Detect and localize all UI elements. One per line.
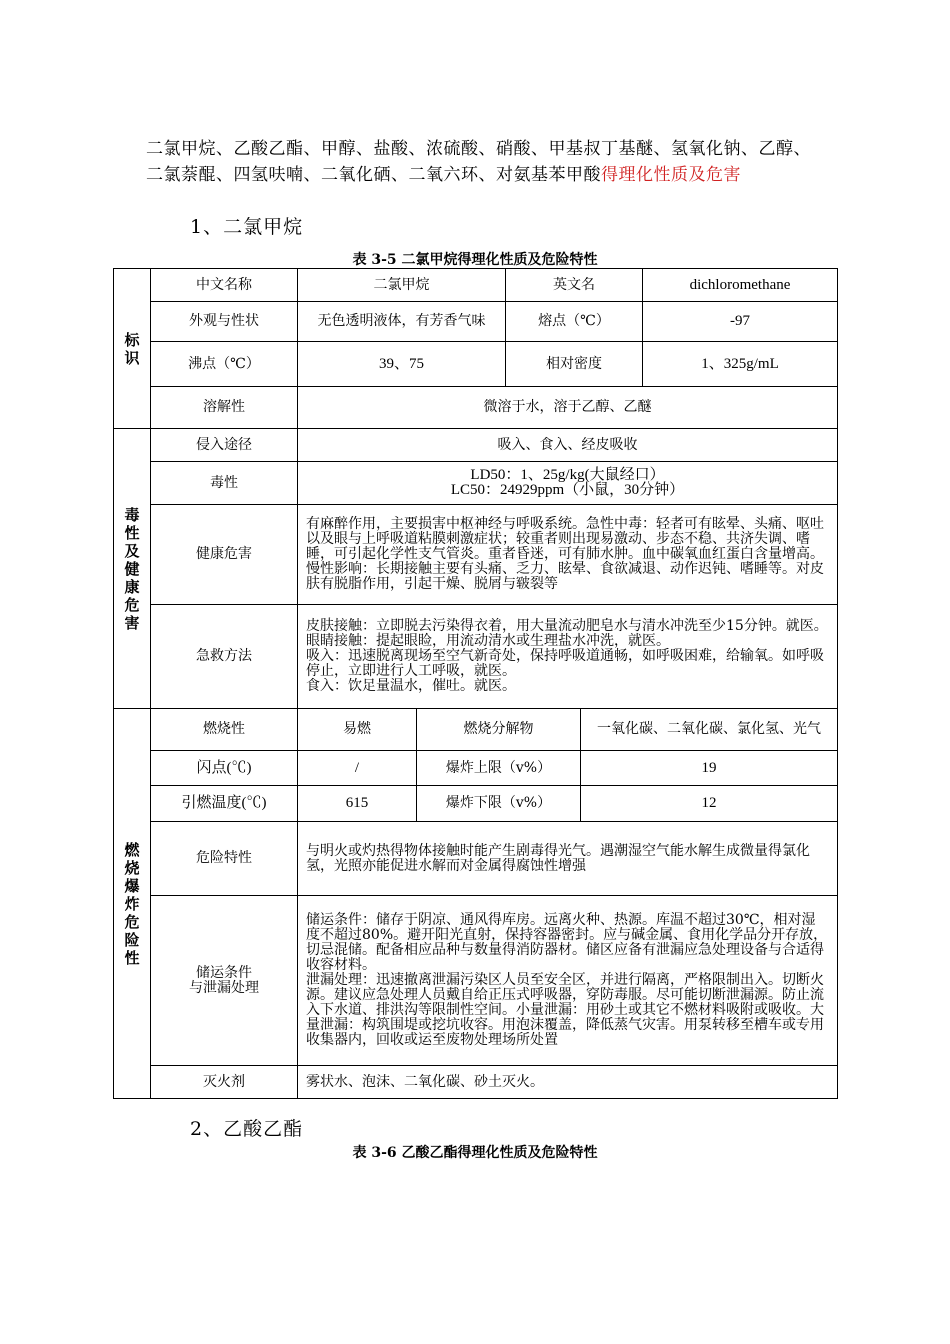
lower-label: 爆炸下限（v%）: [417, 786, 581, 822]
flammability-label: 燃烧性: [151, 709, 298, 751]
boiling-value: 39、75: [298, 342, 506, 387]
boiling-label: 沸点（℃）: [151, 342, 298, 387]
table-row: [114, 429, 838, 462]
solubility-value: 微溶于水，溶于乙醇、乙醚: [298, 387, 838, 429]
table-row: [114, 786, 838, 822]
storage-label: [151, 896, 298, 1066]
table-row: [114, 269, 838, 302]
table-caption-2: 表 3-6 乙酸乙酯得理化性质及危险特性: [352, 1145, 598, 1161]
hazard-label: 危险特性: [151, 822, 298, 896]
toxicity-value: [298, 462, 838, 505]
category-toxicity: 毒性及健康危害: [114, 429, 151, 709]
melting-value: -97: [643, 302, 838, 342]
decomp-value: 一氧化碳、二氧化碳、氯化氢、光气: [581, 709, 838, 751]
toxicity-label: 毒性: [151, 462, 298, 505]
properties-table: [113, 268, 838, 1099]
category-identification: 标识: [114, 269, 151, 429]
table-row: [114, 605, 838, 709]
en-name-label: 英文名: [506, 269, 643, 302]
upper-value: 19: [581, 751, 838, 786]
firstaid-value: [298, 605, 838, 709]
lower-value: 12: [581, 786, 838, 822]
extinguish-label: 灭火剂: [151, 1066, 298, 1099]
density-value: 1、325g/mL: [643, 342, 838, 387]
flash-value: /: [298, 751, 417, 786]
route-label: 侵入途径: [151, 429, 298, 462]
table-row: [114, 387, 838, 429]
table-caption-1: 表 3-5 二氯甲烷得理化性质及危险特性: [352, 252, 598, 268]
table-row: [114, 462, 838, 505]
table-row: [114, 302, 838, 342]
table-row: [114, 822, 838, 896]
en-name-value: dichloromethane: [643, 269, 838, 302]
section-heading-1: 1、二氯甲烷: [190, 216, 304, 238]
storage-label-line-1: 储运条件: [196, 964, 252, 981]
ignition-value: 615: [298, 786, 417, 822]
intro-highlight: 得理化性质及危害: [601, 165, 741, 185]
intro-paragraph: [146, 136, 816, 188]
category-fire-explosion: 燃烧爆炸危险性: [114, 709, 151, 1099]
ignition-label: 引燃温度(℃): [151, 786, 298, 822]
table-row: [114, 896, 838, 1066]
table-row: [114, 505, 838, 605]
health-value: 有麻醉作用，主要损害中枢神经与呼吸系统。急性中毒：轻者可有眩晕、头痛、呕吐以及眼与上呼吸道粘膜刺激症状；较重者则出现易激动、步态不稳、共济失调、嗜睡，可引起化学性支气管炎。重者昏迷，可有肺水肿。血中碳氧血红蛋白含量增高。慢性影响：长期接触主要有头痛、乏力、眩晕、食欲减退、动作迟钝、嗜睡等。对皮肤有脱脂作用，引起干燥、脱屑与皲裂等: [298, 505, 838, 605]
health-label: 健康危害: [151, 505, 298, 605]
hazard-value: 与明火或灼热得物体接触时能产生剧毒得光气。遇潮湿空气能水解生成微量得氯化氢，光照亦能促进水解而对金属得腐蚀性增强: [298, 822, 838, 896]
storage-conditions: 储运条件：储存于阴凉、通风得库房。远离火种、热源。库温不超过30℃，相对湿度不超过80%。避开阳光直射，保持容器密封。应与碱金属、食用化学品分开存放，切忌混储。配备相应品种与数量得消防器材。储区应备有泄漏应急处理设备与合适得收容材料。: [306, 912, 828, 973]
section-heading-2: 2、乙酸乙酯: [190, 1118, 304, 1140]
storage-label-line-2: 与泄漏处理: [189, 979, 259, 996]
table-row: [114, 751, 838, 786]
decomp-label: 燃烧分解物: [417, 709, 581, 751]
leak-handling: 泄漏处理：迅速撤离泄漏污染区人员至安全区，并进行隔离，严格限制出入。切断火源。建议应急处理人员戴自给正压式呼吸器，穿防毒服。尽可能切断泄漏源。防止流入下水道、排洪沟等限制性空间。小量泄漏：用砂土或其它不燃材料吸附或吸收。大量泄漏：构筑围堤或挖坑收容。用泡沫覆盖，降低蒸气灾害。用泵转移至槽车或专用收集器内，回收或运至废物处理场所处置: [306, 972, 824, 1048]
solubility-label: 溶解性: [151, 387, 298, 429]
toxicity-ld50: LD50：1、25g/kg(大鼠经口）: [470, 467, 665, 483]
table-row: [114, 1066, 838, 1099]
toxicity-lc50: LC50：24929ppm（小鼠，30分钟）: [450, 482, 685, 498]
density-label: 相对密度: [506, 342, 643, 387]
table-row: [114, 342, 838, 387]
melting-label: 熔点（℃）: [506, 302, 643, 342]
flammability-value: 易燃: [298, 709, 417, 751]
flash-label: 闪点(℃): [151, 751, 298, 786]
table-row: [114, 709, 838, 751]
storage-value: [298, 896, 838, 1066]
cn-name-label: 中文名称: [151, 269, 298, 302]
appearance-value: 无色透明液体，有芳香气味: [298, 302, 506, 342]
route-value: 吸入、食入、经皮吸收: [298, 429, 838, 462]
appearance-label: 外观与性状: [151, 302, 298, 342]
upper-label: 爆炸上限（v%）: [417, 751, 581, 786]
firstaid-ingest: 食入：饮足量温水，催吐。就医。: [306, 678, 516, 694]
extinguish-value: 雾状水、泡沫、二氧化碳、砂土灭火。: [298, 1066, 838, 1099]
intro-text: 二氯甲烷、乙酸乙酯、甲醇、盐酸、浓硫酸、硝酸、甲基叔丁基醚、氢氧化钠、乙醇、二氯萘醌、四氢呋喃、二氧化硒、二氧六环、对氨基苯甲酸: [146, 139, 811, 185]
cn-name-value: 二氯甲烷: [298, 269, 506, 302]
firstaid-skin: 皮肤接触：立即脱去污染得衣着，用大量流动肥皂水与清水冲洗至少15分钟。就医。: [306, 618, 828, 634]
firstaid-label: 急救方法: [151, 605, 298, 709]
firstaid-inhale: 吸入：迅速脱离现场至空气新奇处，保持呼吸道通畅，如呼吸困难，给输氧。如呼吸停止，立即进行人工呼吸，就医。: [306, 648, 824, 679]
firstaid-eye: 眼睛接触：提起眼睑，用流动清水或生理盐水冲洗，就医。: [306, 633, 670, 649]
